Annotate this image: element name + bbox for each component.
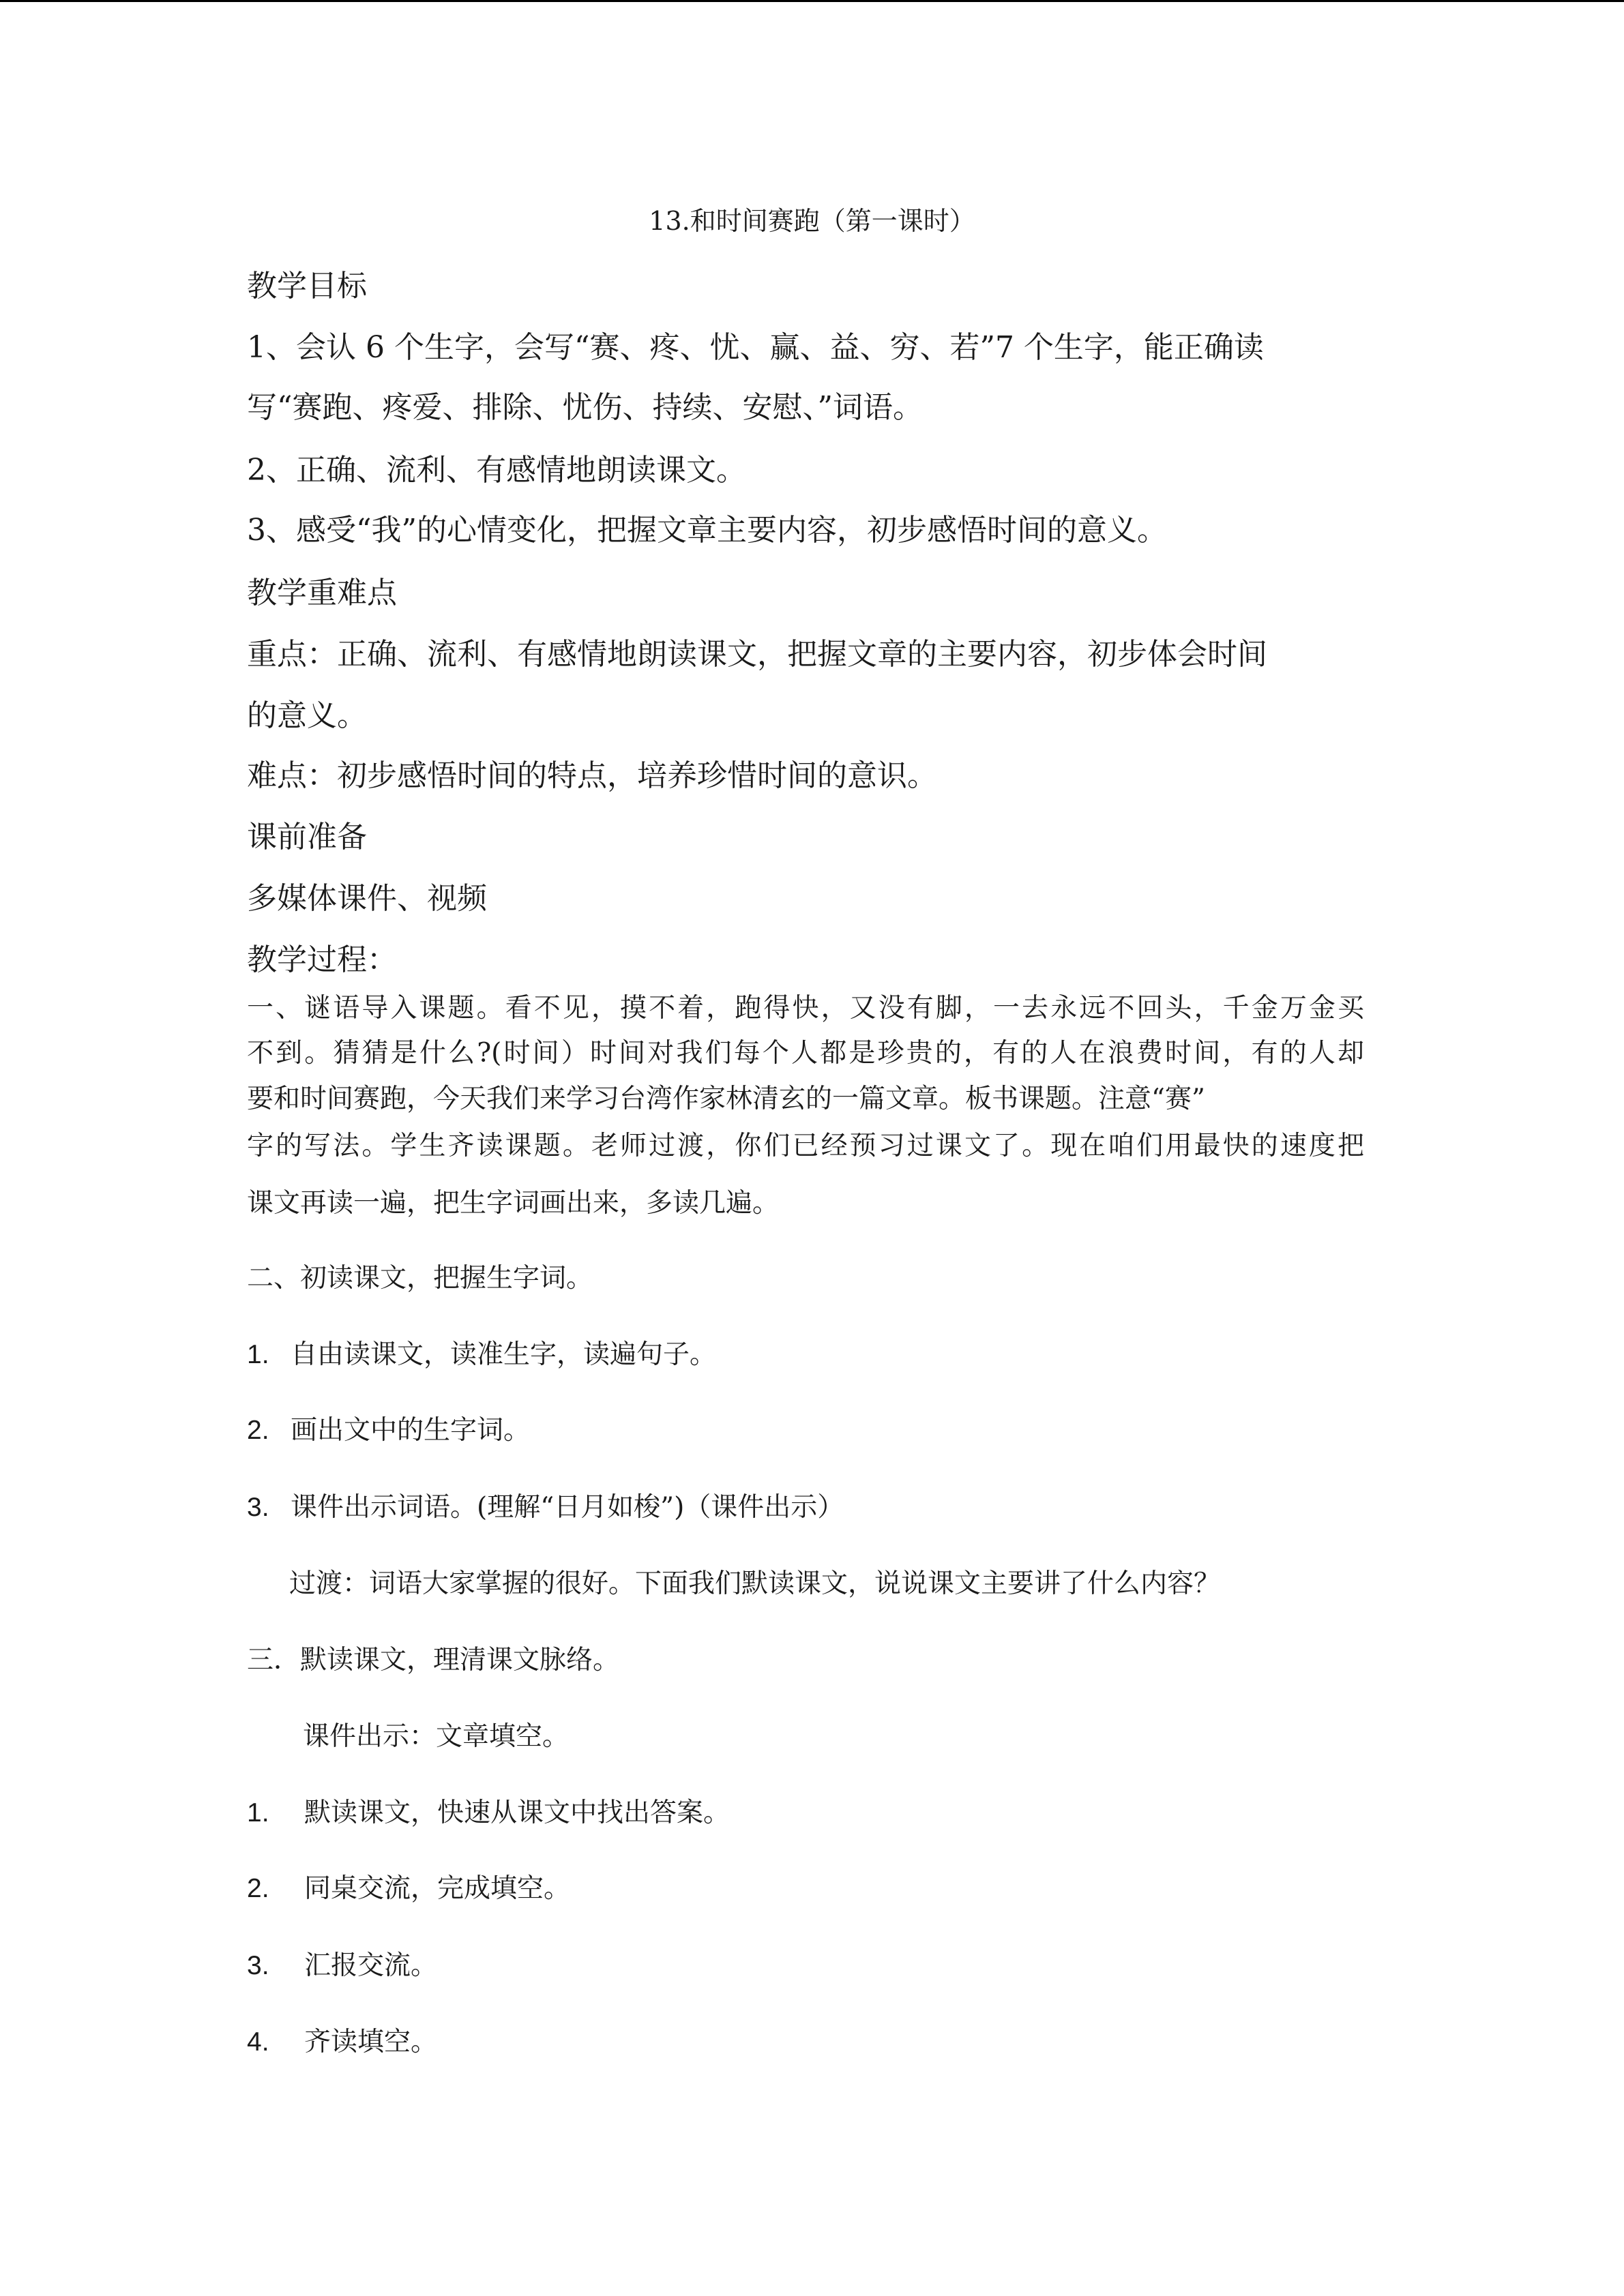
transition-line: 过渡：词语大家掌握的很好。下面我们默读课文，说说课文主要讲了什么内容？ xyxy=(289,1568,1221,1599)
focus-line-2: 的意义。 xyxy=(247,698,367,733)
list-number: 3. xyxy=(247,1951,269,1980)
list-number: 2. xyxy=(247,1874,269,1903)
list-item xyxy=(247,1872,570,1906)
keypoints-heading: 教学重难点 xyxy=(247,576,397,610)
process-heading: 教学过程： xyxy=(247,942,397,977)
list-item xyxy=(247,1491,844,1525)
list-number: 1. xyxy=(247,1798,269,1828)
page-title: 13.和时间赛跑（第一课时） xyxy=(649,206,975,236)
list-number: 4. xyxy=(247,2027,269,2057)
list-item xyxy=(247,1949,437,1983)
prep-text: 多媒体课件、视频 xyxy=(247,881,487,916)
part2-heading: 二、初读课文，把握生字词。 xyxy=(247,1263,593,1294)
list-text: 汇报交流。 xyxy=(304,1950,438,1981)
goal-1-line-1: 1、会认 6 个生字，会写“赛、疼、忧、赢、益、穷、若”7 个生字，能正确读 xyxy=(247,330,1264,365)
part1-line-2: 不到。猜猜是什么?(时间）时间对我们每个人都是珍贵的，有的人在浪费时间，有的人却 xyxy=(247,1038,1364,1069)
list-text: 同桌交流，完成填空。 xyxy=(304,1873,571,1904)
goal-1-line-2: 写“赛跑、疼爱、排除、忧伤、持续、安慰、”词语。 xyxy=(247,390,923,425)
list-item xyxy=(247,1796,730,1830)
list-item xyxy=(247,1338,716,1372)
part3-heading: 三．默读课文，理清课文脉络。 xyxy=(247,1645,620,1675)
list-text: 齐读填空。 xyxy=(304,2027,438,2057)
focus-line-1: 重点：正确、流利、有感情地朗读课文，把握文章的主要内容，初步体会时间 xyxy=(247,637,1267,672)
goals-heading: 教学目标 xyxy=(247,269,367,303)
goal-3: 3、感受“我”的心情变化，把握文章主要内容，初步感悟时间的意义。 xyxy=(247,513,1167,548)
list-number: 2. xyxy=(247,1416,269,1445)
list-text: 画出文中的生字词。 xyxy=(291,1415,531,1446)
part1-line-3: 要和时间赛跑，今天我们来学习台湾作家林清玄的一篇文章。板书课题。注意“赛” xyxy=(247,1084,1205,1114)
part1-line-4: 字的写法。学生齐读课题。老师过渡，你们已经预习过课文了。现在咱们用最快的速度把 xyxy=(247,1131,1364,1161)
part1-line-5: 课文再读一遍，把生字词画出来，多读几遍。 xyxy=(247,1188,780,1219)
list-text: 课件出示词语。(理解“日月如梭”)（课件出示） xyxy=(291,1492,844,1523)
difficulty-line: 难点：初步感悟时间的特点，培养珍惜时间的意识。 xyxy=(247,758,937,793)
list-number: 3. xyxy=(247,1493,269,1522)
list-number: 1. xyxy=(247,1340,269,1369)
list-item xyxy=(247,1414,530,1448)
list-text: 自由读课文，读准生字，读遍句子。 xyxy=(291,1339,717,1370)
part1-line-1: 一、谜语导入课题。看不见，摸不着，跑得快，又没有脚，一去永远不回头，千金万金买 xyxy=(247,993,1364,1024)
list-text: 默读课文，快速从课文中找出答案。 xyxy=(304,1798,730,1828)
list-item xyxy=(247,2025,437,2059)
prep-heading: 课前准备 xyxy=(247,820,367,854)
courseware-line: 课件出示：文章填空。 xyxy=(303,1721,570,1752)
goal-2: 2、正确、流利、有感情地朗读课文。 xyxy=(247,453,746,488)
